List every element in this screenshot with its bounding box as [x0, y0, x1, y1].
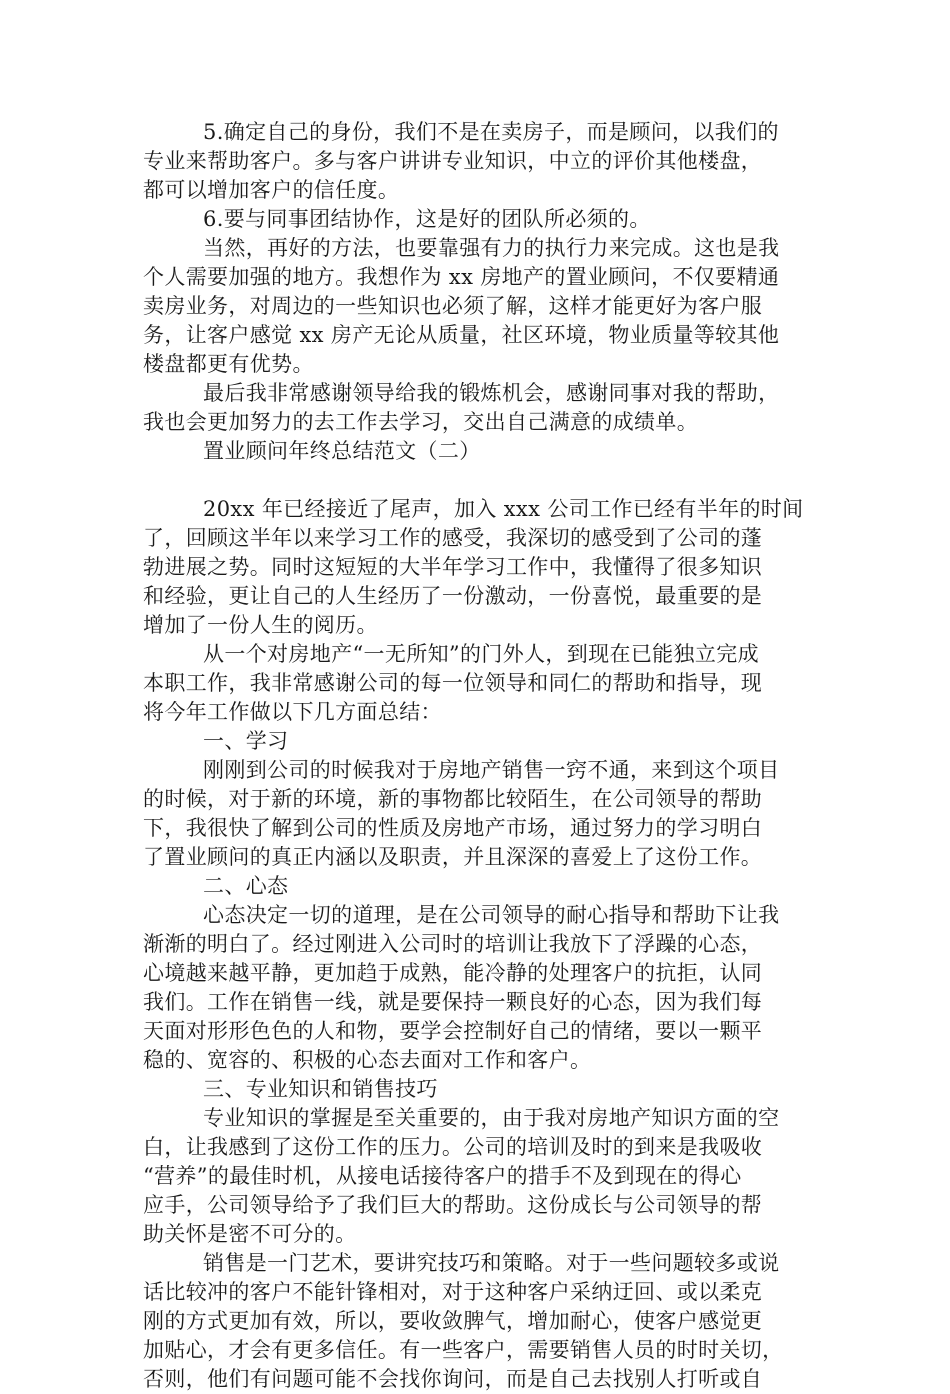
text-line: 刚的方式更加有效，所以，要收敛脾气，增加耐心，使客户感觉更: [143, 1309, 763, 1333]
text-line: 了，回顾这半年以来学习工作的感受，我深切的感受到了公司的蓬: [143, 526, 763, 550]
text-line: 下，我很快了解到公司的性质及房地产市场，通过努力的学习明白: [143, 816, 763, 840]
text-line: 卖房业务，对周边的一些知识也必须了解，这样才能更好为客户服: [143, 294, 763, 318]
text-line: 本职工作，我非常感谢公司的每一位领导和同仁的帮助和指导，现: [143, 671, 763, 695]
text-line: 话比较冲的客户不能针锋相对，对于这种客户采纳迂回、或以柔克: [143, 1280, 763, 1304]
text-line: 了置业顾问的真正内涵以及职责，并且深深的喜爱上了这份工作。: [143, 845, 763, 869]
text-line: 否则，他们有问题可能不会找你询问，而是自己去找别人打听或自: [143, 1367, 763, 1391]
text-line: 个人需要加强的地方。我想作为 xx 房地产的置业顾问，不仅要精通: [143, 265, 780, 289]
text-line: 20xx 年已经接近了尾声，加入 xxx 公司工作已经有半年的时间: [203, 497, 804, 521]
document-body: [143, 118, 823, 1394]
text-line: “营养”的最佳时机，从接电话接待客户的措手不及到现在的得心: [143, 1164, 742, 1188]
text-line: 的时候，对于新的环境，新的事物都比较陌生，在公司领导的帮助: [143, 787, 763, 811]
text-line: 应手，公司领导给予了我们巨大的帮助。这份成长与公司领导的帮: [143, 1193, 763, 1217]
blank-line: [143, 466, 823, 495]
text-line: 和经验，更让自己的人生经历了一份激动，一份喜悦，最重要的是: [143, 584, 763, 608]
text-line: 心境越来越平静，更加趋于成熟，能冷静的处理客户的抗拒，认同: [143, 961, 763, 985]
text-line: 稳的、宽容的、积极的心态去面对工作和客户。: [143, 1048, 592, 1072]
text-line: 三、专业知识和销售技巧: [203, 1077, 438, 1101]
text-line: 增加了一份人生的阅历。: [143, 613, 378, 637]
text-line: 6.要与同事团结协作，这是好的团队所必须的。: [203, 207, 651, 231]
text-line: 楼盘都更有优势。: [143, 352, 314, 376]
text-line: 助关怀是密不可分的。: [143, 1222, 357, 1246]
text-line: 销售是一门艺术，要讲究技巧和策略。对于一些问题较多或说: [203, 1251, 780, 1275]
text-line: 白，让我感到了这份工作的压力。公司的培训及时的到来是我吸收: [143, 1135, 763, 1159]
text-line: 务，让客户感觉 xx 房产无论从质量，社区环境，物业质量等较其他: [143, 323, 780, 347]
text-line: 心态决定一切的道理，是在公司领导的耐心指导和帮助下让我: [203, 903, 780, 927]
text-line: 专业来帮助客户。多与客户讲讲专业知识，中立的评价其他楼盘，: [143, 149, 763, 173]
text-line: 最后我非常感谢领导给我的锻炼机会，感谢同事对我的帮助，: [203, 381, 780, 405]
text-line: 加贴心，才会有更多信任。有一些客户，需要销售人员的时时关切，: [143, 1338, 784, 1362]
text-line: 刚刚到公司的时候我对于房地产销售一窍不通，来到这个项目: [203, 758, 780, 782]
text-line: 将今年工作做以下几方面总结：: [143, 700, 442, 724]
text-line: 勃进展之势。同时这短短的大半年学习工作中，我懂得了很多知识: [143, 555, 763, 579]
text-line: 二、心态: [203, 874, 289, 898]
text-line: 置业顾问年终总结范文（二）: [203, 439, 481, 463]
text-line: 从一个对房地产“一无所知”的门外人，到现在已能独立完成: [203, 642, 759, 666]
text-line: 我也会更加努力的去工作去学习，交出自己满意的成绩单。: [143, 410, 699, 434]
text-line: 我们。工作在销售一线，就是要保持一颗良好的心态，因为我们每: [143, 990, 763, 1014]
text-line: 5.确定自己的身份，我们不是在卖房子，而是顾问，以我们的: [203, 120, 779, 144]
text-line: 一、学习: [203, 729, 289, 753]
text-line: 天面对形形色色的人和物，要学会控制好自己的情绪，要以一颗平: [143, 1019, 763, 1043]
text-line: 渐渐的明白了。经过刚进入公司时的培训让我放下了浮躁的心态，: [143, 932, 763, 956]
text-line: 专业知识的掌握是至关重要的，由于我对房地产知识方面的空: [203, 1106, 780, 1130]
text-line: 当然，再好的方法，也要靠强有力的执行力来完成。这也是我: [203, 236, 780, 260]
text-line: 都可以增加客户的信任度。: [143, 178, 400, 202]
